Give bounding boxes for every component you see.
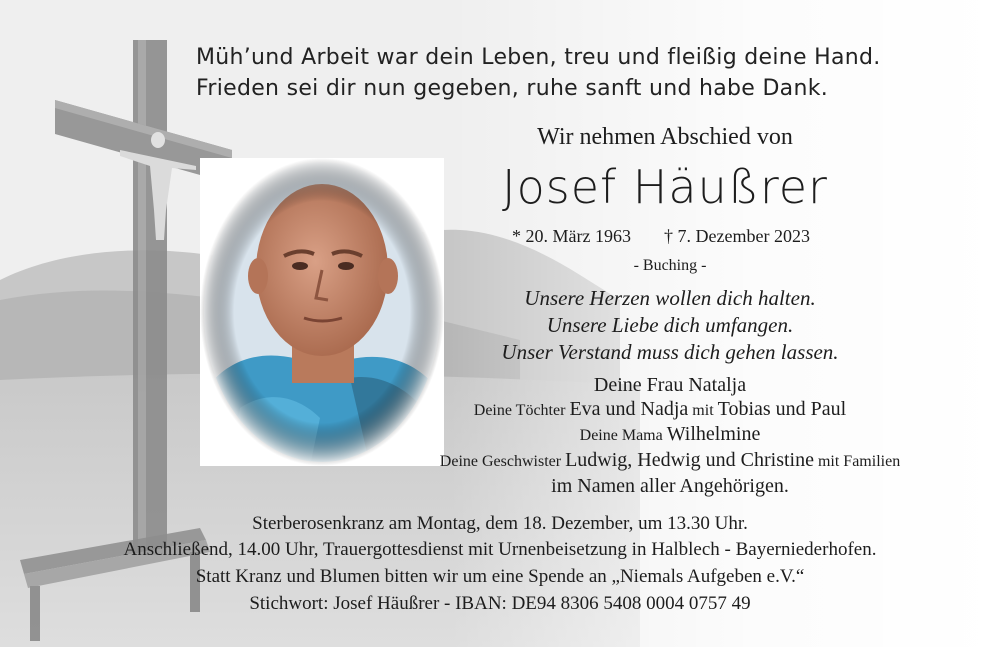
deceased-name: Josef Häußrer xyxy=(502,160,828,214)
verse-line-2: Unsere Liebe dich umfangen. xyxy=(546,313,794,337)
portrait-photo xyxy=(200,158,444,466)
death-date: † 7. Dezember 2023 xyxy=(664,226,810,246)
mourner-siblings: Deine Geschwister Ludwig, Hedwig und Christine mit Familien xyxy=(439,449,901,471)
poem-line-1: Müh’und Arbeit war dein Leben, treu und fleißig deine Hand. xyxy=(196,45,881,70)
verse-line-3: Unser Verstand muss dich gehen lassen. xyxy=(501,340,839,364)
verse-line-1: Unsere Herzen wollen dich halten. xyxy=(524,286,816,310)
service-rosary: Sterberosenkranz am Montag, dem 18. Dezember, um 13.30 Uhr. xyxy=(252,513,748,534)
mourner-mother: Deine Mama Wilhelmine xyxy=(579,423,761,445)
mourner-daughters: Deine Töchter Eva und Nadja mit Tobias und Paul xyxy=(473,398,847,420)
donation-keyword-iban: Stichwort: Josef Häußrer - IBAN: DE94 8306 5408 0004 0757 49 xyxy=(249,593,751,614)
birth-date: * 20. März 1963 xyxy=(512,226,631,246)
place: - Buching - xyxy=(633,257,707,274)
farewell-intro: Wir nehmen Abschied von xyxy=(537,124,793,150)
donation-request: Statt Kranz und Blumen bitten wir um eine Spende an „Niemals Aufgeben e.V.“ xyxy=(195,566,805,587)
mourner-all: im Namen aller Angehörigen. xyxy=(551,475,789,497)
poem-line-2: Frieden sei dir nun gegeben, ruhe sanft und habe Dank. xyxy=(196,76,829,101)
service-mass: Anschließend, 14.00 Uhr, Trauergottesdienst mit Urnenbeisetzung in Halblech - Bayerniederhofen. xyxy=(123,539,877,560)
mourner-wife: Deine Frau Natalja xyxy=(593,374,747,396)
